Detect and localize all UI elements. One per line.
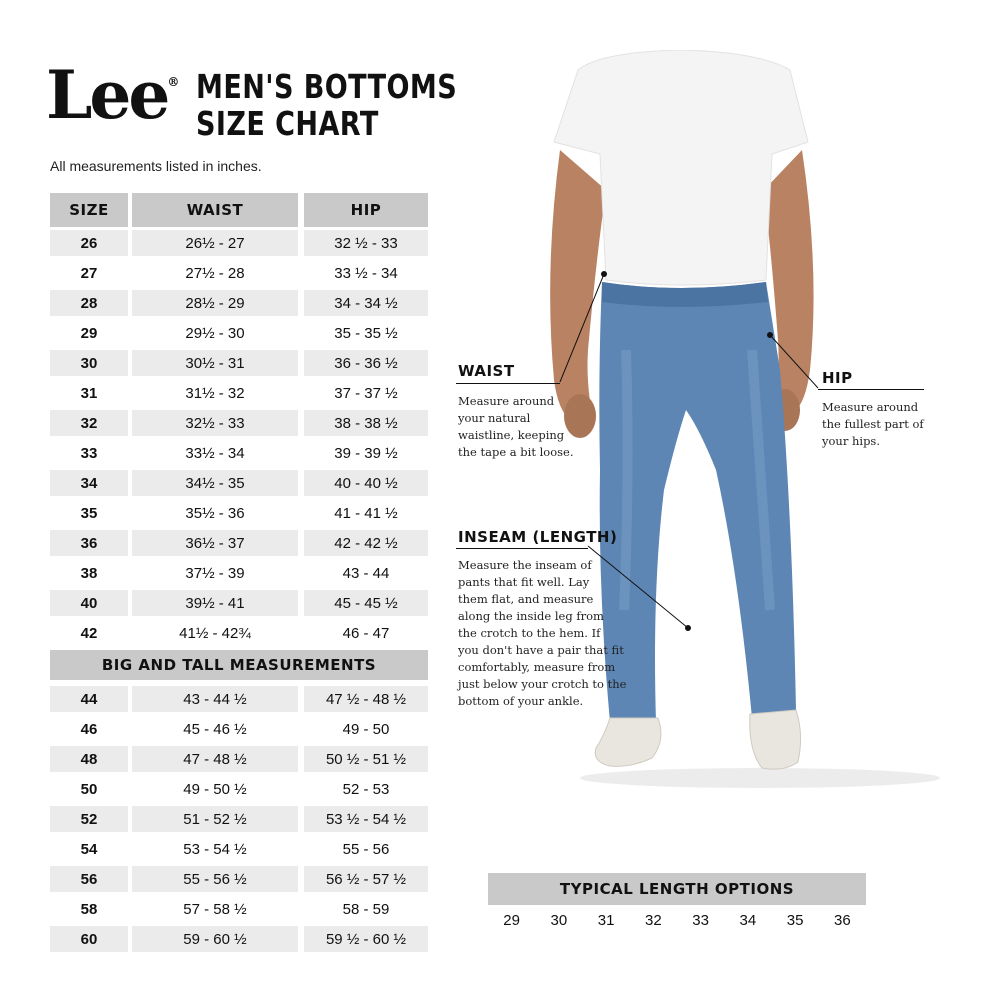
hip-column-header: HIP <box>304 193 428 227</box>
waist-cell: 34½ - 35 <box>132 470 298 496</box>
size-cell: 40 <box>50 590 128 616</box>
size-cell: 36 <box>50 530 128 556</box>
length-options-header: TYPICAL LENGTH OPTIONS <box>488 873 866 905</box>
title-line-2: SIZE CHART <box>196 104 379 143</box>
length-options-values <box>488 912 866 929</box>
title-line-1: MEN'S BOTTOMS <box>196 67 458 106</box>
waist-cell: 33½ - 34 <box>185 444 245 462</box>
inseam-line: pants that fit well. Lay <box>458 575 590 589</box>
hip-cell: 42 - 42 ½ <box>304 530 428 556</box>
waist-cell: 35½ - 36 <box>185 504 245 522</box>
length-option: 33 <box>692 912 709 929</box>
waist-cell: 36½ - 37 <box>132 530 298 556</box>
size-cell: 30 <box>50 350 128 376</box>
hip-annotation-title: HIP <box>822 369 853 387</box>
size-cell: 46 <box>80 720 98 738</box>
size-cell: 35 <box>80 504 98 522</box>
size-cell: 50 <box>80 780 98 798</box>
length-option: 31 <box>597 912 615 929</box>
hip-cell: 56 ½ - 57 ½ <box>304 866 428 892</box>
waist-cell: 57 - 58 ½ <box>183 900 247 918</box>
waist-cell: 53 - 54 ½ <box>183 840 247 858</box>
waist-annotation-title: WAIST <box>458 362 515 380</box>
hip-annotation-text <box>822 399 924 450</box>
length-option: 32 <box>645 912 662 929</box>
hip-cell: 32 ½ - 33 <box>304 230 428 256</box>
waist-cell: 26½ - 27 <box>132 230 298 256</box>
hip-cell: 38 - 38 ½ <box>304 410 428 436</box>
big-and-tall-header: BIG AND TALL MEASUREMENTS <box>50 650 428 680</box>
inseam-line: just below your crotch to the <box>458 677 627 691</box>
hip-cell: 39 - 39 ½ <box>334 444 398 462</box>
hip-cell: 59 ½ - 60 ½ <box>304 926 428 952</box>
size-cell: 38 <box>80 564 98 582</box>
size-cell: 26 <box>50 230 128 256</box>
hip-cell: 36 - 36 ½ <box>304 350 428 376</box>
waist-cell: 31½ - 32 <box>185 384 245 402</box>
size-cell: 56 <box>50 866 128 892</box>
hip-cell: 52 - 53 <box>342 780 390 798</box>
hip-cell: 45 - 45 ½ <box>304 590 428 616</box>
inseam-line: the crotch to the hem. If <box>458 626 601 640</box>
size-cell: 54 <box>80 840 98 858</box>
hip-cell: 43 - 44 <box>342 564 390 582</box>
hip-cell: 47 ½ - 48 ½ <box>304 686 428 712</box>
waist-cell: 37½ - 39 <box>185 564 245 582</box>
waist-cell: 27½ - 28 <box>185 264 245 282</box>
hip-cell: 37 - 37 ½ <box>334 384 398 402</box>
size-cell: 42 <box>80 624 98 642</box>
inseam-annotation-rule <box>456 548 588 549</box>
size-cell: 52 <box>50 806 128 832</box>
lee-logo: Lee® <box>46 56 180 134</box>
inseam-line: along the inside leg from <box>458 609 604 623</box>
measurement-note: All measurements listed in inches. <box>50 158 262 174</box>
size-cell: 60 <box>50 926 128 952</box>
waist-line: Measure around <box>458 394 555 408</box>
waist-cell: 55 - 56 ½ <box>132 866 298 892</box>
waist-cell: 59 - 60 ½ <box>132 926 298 952</box>
hip-line: your hips. <box>822 434 880 448</box>
waist-annotation-text <box>458 393 574 461</box>
waist-line: your natural <box>458 411 531 425</box>
inseam-line: you don't have a pair that fit <box>458 643 624 657</box>
hip-cell: 40 - 40 ½ <box>304 470 428 496</box>
hip-cell: 53 ½ - 54 ½ <box>304 806 428 832</box>
hip-cell: 34 - 34 ½ <box>304 290 428 316</box>
hip-cell: 58 - 59 <box>342 900 390 918</box>
size-cell: 31 <box>80 384 98 402</box>
waist-cell: 39½ - 41 <box>132 590 298 616</box>
waist-cell: 29½ - 30 <box>185 324 245 342</box>
waist-cell: 28½ - 29 <box>132 290 298 316</box>
waist-line: waistline, keeping <box>458 428 565 442</box>
hip-line: the fullest part of <box>822 417 924 431</box>
inseam-annotation-title: INSEAM (LENGTH) <box>458 528 618 546</box>
waist-cell: 41½ - 42¾ <box>179 624 251 642</box>
waist-column-header: WAIST <box>132 193 298 227</box>
hip-line: Measure around <box>822 400 919 414</box>
length-option: 29 <box>503 912 520 929</box>
waist-annotation-rule <box>456 383 560 384</box>
size-cell: 28 <box>50 290 128 316</box>
inseam-annotation-text <box>458 557 626 710</box>
size-cell: 44 <box>50 686 128 712</box>
length-option: 36 <box>834 912 851 929</box>
waist-cell: 43 - 44 ½ <box>132 686 298 712</box>
size-cell: 58 <box>80 900 98 918</box>
waist-cell: 51 - 52 ½ <box>132 806 298 832</box>
waist-cell: 32½ - 33 <box>132 410 298 436</box>
size-cell: 48 <box>50 746 128 772</box>
inseam-line: comfortably, measure from <box>458 660 616 674</box>
size-cell: 29 <box>80 324 98 342</box>
waist-cell: 30½ - 31 <box>132 350 298 376</box>
hip-cell: 41 - 41 ½ <box>334 504 398 522</box>
size-cell: 34 <box>50 470 128 496</box>
hip-cell: 49 - 50 <box>342 720 390 738</box>
waist-cell: 45 - 46 ½ <box>183 720 247 738</box>
hip-cell: 46 - 47 <box>342 624 390 642</box>
waist-line: the tape a bit loose. <box>458 445 574 459</box>
waist-cell: 47 - 48 ½ <box>132 746 298 772</box>
waist-cell: 49 - 50 ½ <box>183 780 247 798</box>
inseam-line: Measure the inseam of <box>458 558 592 572</box>
hip-cell: 33 ½ - 34 <box>334 264 398 282</box>
hip-cell: 55 - 56 <box>342 840 390 858</box>
inseam-line: bottom of your ankle. <box>458 694 584 708</box>
size-cell: 32 <box>50 410 128 436</box>
length-option: 34 <box>739 912 757 929</box>
length-option: 30 <box>550 912 568 929</box>
hip-cell: 35 - 35 ½ <box>334 324 398 342</box>
size-column-header: SIZE <box>50 193 128 227</box>
hip-cell: 50 ½ - 51 ½ <box>304 746 428 772</box>
size-cell: 27 <box>80 264 98 282</box>
length-option: 35 <box>786 912 804 929</box>
inseam-line: them flat, and measure <box>458 592 594 606</box>
size-cell: 33 <box>80 444 98 462</box>
hip-annotation-rule <box>818 389 924 390</box>
